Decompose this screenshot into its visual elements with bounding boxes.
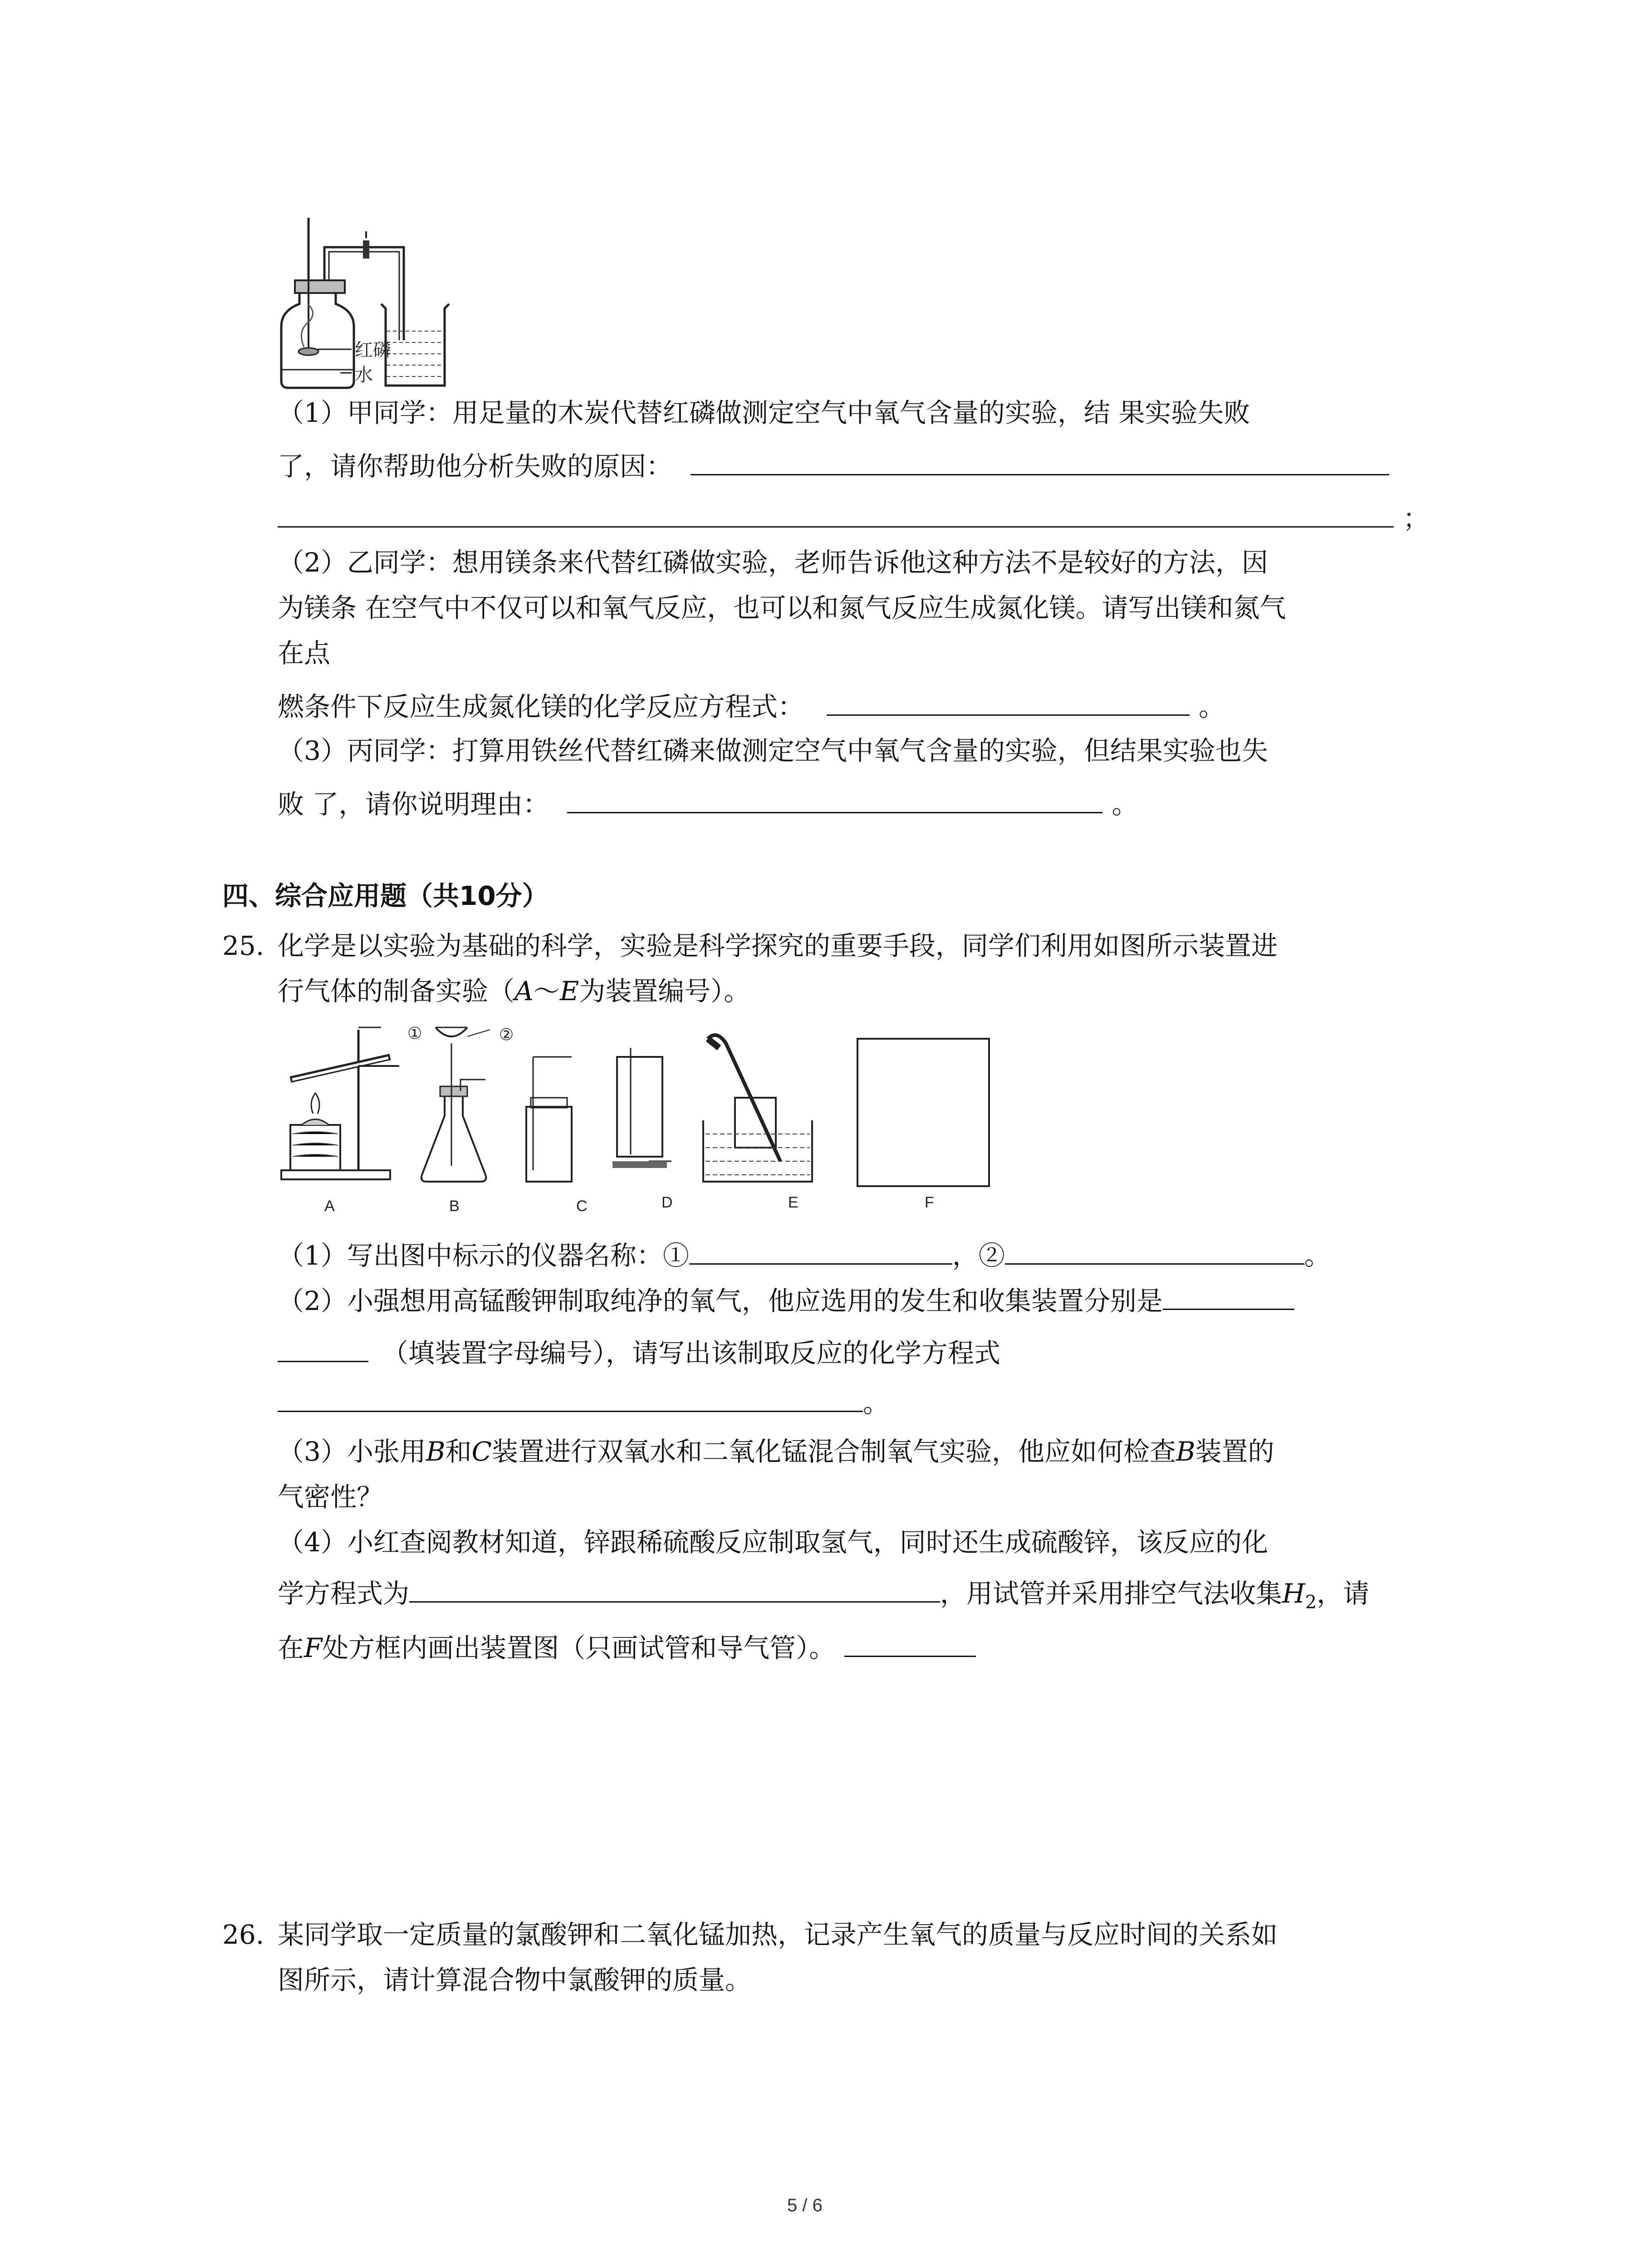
label-c: C xyxy=(576,1198,588,1215)
page-number: 5 / 6 xyxy=(787,2195,823,2215)
answer-blank-q24-3[interactable] xyxy=(567,785,1102,813)
q25-sub4-subscript: 2 xyxy=(1305,1592,1317,1613)
answer-blank-q24-1a[interactable] xyxy=(691,447,1389,475)
q24-part2-line1: （2）乙同学：想用镁条来代替红磷做实验，老师告诉他这种方法不是较好的方法，因 xyxy=(278,547,1268,578)
q26-line1: 某同学取一定质量的氯酸钾和二氧化锰加热，记录产生氧气的质量与反应时间的关系如 xyxy=(278,1919,1278,1950)
answer-blank-q25-2a[interactable] xyxy=(1163,1281,1294,1310)
label-a: A xyxy=(324,1198,335,1215)
q24-part2-end: 。 xyxy=(1199,691,1225,722)
q25-sub2-prompt: （2）小强想用高锰酸钾制取纯净的氧气，他应选用的发生和收集装置分别是 xyxy=(278,1286,1163,1316)
q25-number: 25. xyxy=(222,930,265,961)
q25-intro-tilde: ～ xyxy=(533,976,560,1007)
q25-sub1-end: 。 xyxy=(1304,1240,1331,1271)
q25-sub4-line3 xyxy=(278,1628,976,1666)
q25-sub3-var-b: B xyxy=(426,1436,446,1467)
q25-sub3-line1 xyxy=(278,1433,1274,1470)
q25-sub2-end: 。 xyxy=(863,1388,890,1418)
label-water: 水 xyxy=(355,365,373,385)
q25-intro-line1: 化学是以实验为基础的科学，实验是科学探究的重要手段，同学们利用如图所示装置进 xyxy=(278,930,1278,961)
q25-sub3-text-4: 装置的 xyxy=(1195,1436,1274,1467)
q25-sub4-text-5: 处方框内画出装置图（只画试管和导气管）。 xyxy=(322,1633,836,1663)
q24-part2-prompt: 燃条件下反应生成氮化镁的化学反应方程式： xyxy=(278,691,804,722)
q25-intro-text-2: 为装置编号）。 xyxy=(579,976,750,1007)
q25-sub4-var-h: H xyxy=(1282,1578,1305,1609)
gas-apparatus-drawing xyxy=(272,1016,1043,1207)
q25-sub3-line2: 气密性？ xyxy=(278,1481,383,1512)
section-4-title: 四、综合应用题（共10分） xyxy=(222,880,549,911)
q24-part3-end: 。 xyxy=(1112,789,1138,820)
q25-sub4-line2 xyxy=(278,1574,1369,1621)
q25-sub4-text-3: ，请 xyxy=(1317,1578,1370,1609)
apparatus-b xyxy=(421,1027,490,1182)
answer-blank-q25-4a[interactable] xyxy=(409,1574,940,1603)
phosphorus-apparatus-drawing xyxy=(272,213,762,395)
label-f: F xyxy=(925,1194,934,1211)
answer-blank-q24-1b[interactable] xyxy=(278,499,1394,528)
answer-blank-q25-4b[interactable] xyxy=(844,1628,976,1657)
q25-sub3-var-b2: B xyxy=(1176,1436,1195,1467)
q24-part1-prompt: 了，请你帮助他分析失败的原因： xyxy=(278,451,673,482)
q24-part2-line3: 在点 xyxy=(278,638,331,669)
q25-sub2-line1 xyxy=(278,1281,1294,1319)
answer-blank-q25-1a[interactable] xyxy=(689,1236,952,1265)
q25-sub2-line3 xyxy=(278,1383,889,1421)
q25-sub4-text-1: 学方程式为 xyxy=(278,1578,410,1609)
q24-part3-prompt: 败 了，请你说明理由： xyxy=(278,789,549,820)
answer-blank-q25-2b[interactable] xyxy=(278,1334,368,1362)
apparatus-a xyxy=(281,1027,399,1179)
label-e: E xyxy=(788,1194,798,1211)
marker-2: ② xyxy=(499,1025,514,1044)
q25-sub4-line1: （4）小红查阅教材知道，锌跟稀硫酸反应制取氢气，同时还生成硫酸锌，该反应的化 xyxy=(278,1527,1268,1558)
q24-part1-end: ； xyxy=(1403,503,1430,534)
q24-part3-line2 xyxy=(278,785,1138,822)
q24-part2-line2: 为镁条 在空气中不仅可以和氧气反应，也可以和氮气反应生成氮化镁。请写出镁和氮气 xyxy=(278,592,1286,623)
q25-sub3-text-1: （3）小张用 xyxy=(278,1436,426,1467)
q24-part2-line4 xyxy=(278,687,1225,725)
apparatus-c xyxy=(526,1057,572,1182)
q25-sub1-prompt: （1）写出图中标示的仪器名称：① xyxy=(278,1240,689,1271)
q25-sub4-var-f: F xyxy=(304,1633,323,1663)
apparatus-e xyxy=(703,1035,812,1182)
q25-sub1-mid: ，② xyxy=(952,1240,1005,1271)
q25-intro-var-a: A xyxy=(514,976,534,1007)
q25-sub2-line2 xyxy=(278,1334,1000,1371)
label-b: B xyxy=(449,1198,460,1215)
q25-intro-line2 xyxy=(278,973,750,1009)
q24-part1-line1: （1）甲同学：用足量的木炭代替红磷做测定空气中氧气含量的实验，结 果实验失败 xyxy=(278,397,1250,428)
answer-blank-q25-2c[interactable] xyxy=(278,1383,863,1412)
q25-sub3-text-3: 装置进行双氧水和二氧化锰混合制氧气实验，他应如何检查 xyxy=(491,1436,1176,1467)
q26-number: 26. xyxy=(222,1919,265,1950)
q25-intro-text-1: 行气体的制备实验（ xyxy=(278,976,515,1007)
q25-sub3-var-c: C xyxy=(471,1436,492,1467)
q24-part3-line1: （3）丙同学：打算用铁丝代替红磷来做测定空气中氧气含量的实验，但结果实验也失 xyxy=(278,735,1268,766)
q25-sub4-text-4: 在 xyxy=(278,1633,304,1663)
answer-blank-q24-2[interactable] xyxy=(827,687,1190,716)
q25-sub3-text-2: 和 xyxy=(445,1436,472,1467)
label-red-phosphorus: 红磷 xyxy=(355,340,391,360)
q24-part1-line3 xyxy=(278,499,1429,537)
marker-1: ① xyxy=(407,1024,422,1042)
q26-line2: 图所示，请计算混合物中氯酸钾的质量。 xyxy=(278,1965,752,1995)
answer-blank-q25-1b[interactable] xyxy=(1005,1236,1304,1265)
apparatus-f-box[interactable] xyxy=(857,1039,989,1186)
q24-part1-line2 xyxy=(278,447,1389,484)
q25-sub1 xyxy=(278,1236,1331,1274)
q25-sub4-text-2: ，用试管并采用排空气法收集 xyxy=(940,1578,1283,1609)
q25-sub2-text: （填装置字母编号），请写出该制取反应的化学方程式 xyxy=(382,1338,1001,1369)
apparatus-d xyxy=(612,1048,671,1168)
q25-intro-var-e: E xyxy=(559,976,579,1007)
label-d: D xyxy=(661,1194,673,1211)
